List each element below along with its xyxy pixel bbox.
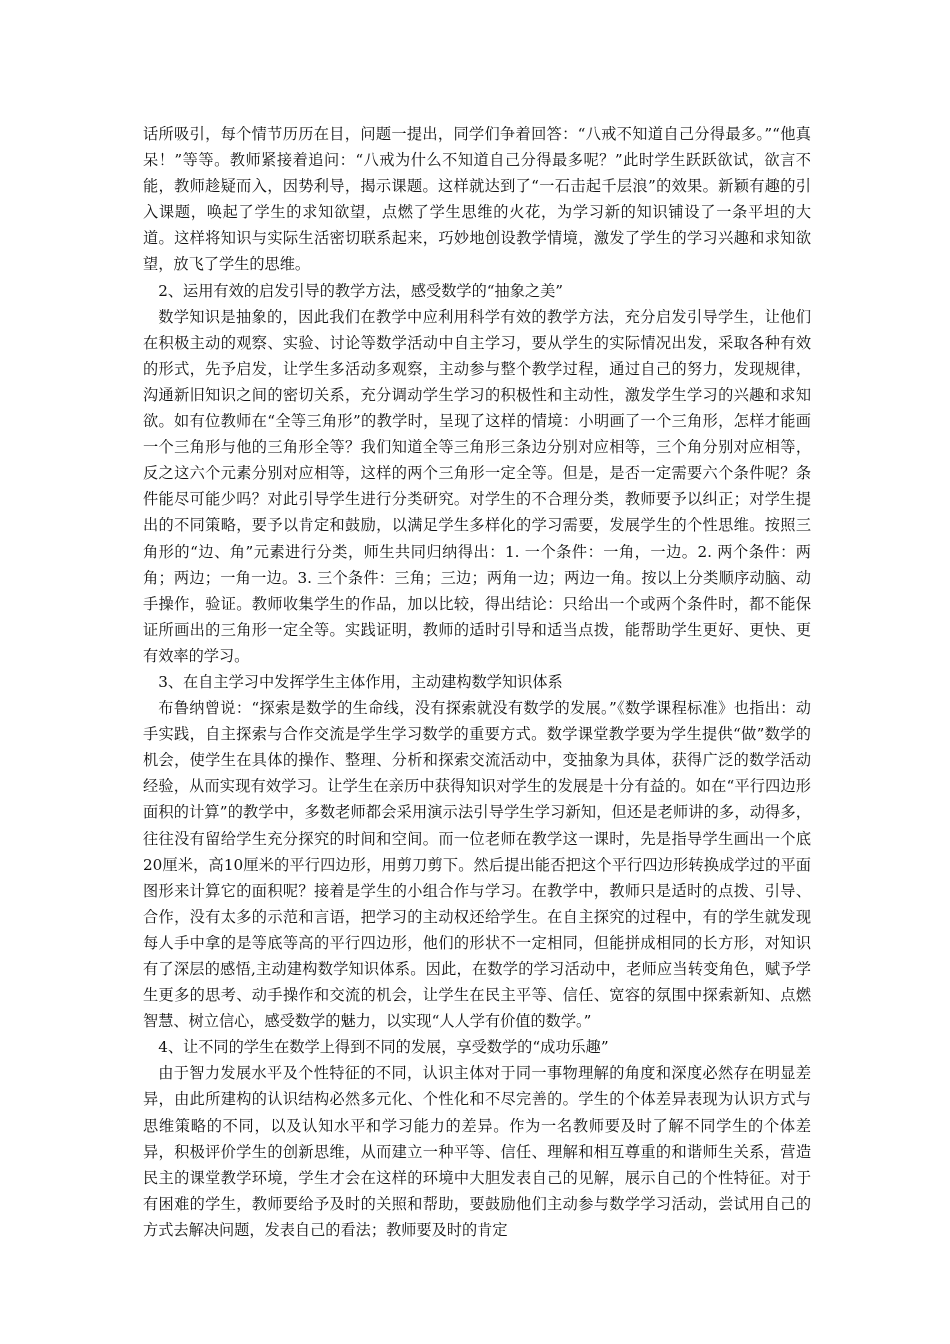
document-page (143, 121, 811, 1243)
section-heading-4: 4、让不同的学生在数学上得到不同的发展，享受数学的“成功乐趣” (158, 1038, 609, 1057)
paragraph-section-4: 由于智力发展水平及个性特征的不同，认识主体对于同一事物理解的角度和深度必然存在明显差异，由此所建构的认识结构必然多元化、个性化和不尽完善的。学生的个体差异表现为认识方式与思维策略的不同，以及认知水平和学习能力的差异。作为一名教师要及时了解不同学生的个体差异，积极评价学生的创新思维，从而建立一种平等、信任、理解和相互尊重的和谐师生关系，营造民主的课堂教学环境，学生才会在这样的环境中大胆发表自己的见解，展示自己的个性特征。对于有困难的学生，教师要给予及时的关照和帮助，要鼓励他们主动参与数学学习活动，尝试用自己的方式去解决问题，发表自己的看法；教师要及时的肯定 (143, 1064, 811, 1239)
paragraph-continuation: 话所吸引，每个情节历历在目，问题一提出，同学们争着回答：“八戒不知道自己分得最多。”“他真呆！”等等。教师紧接着追问：“八戒为什么不知道自己分得最多呢？”此时学生跃跃欲试，欲言不能，教师趁疑而入，因势利导，揭示课题。这样就达到了“一石击起千层浪”的效果。新颖有趣的引入课题，唤起了学生的求知欲望，点燃了学生思维的火花，为学习新的知识铺设了一条平坦的大道。这样将知识与实际生活密切联系起来，巧妙地创设教学情境，激发了学生的学习兴趣和求知欲望，放飞了学生的思维。 (143, 125, 811, 274)
section-heading-3: 3、在自主学习中发挥学生主体作用，主动建构数学知识体系 (158, 672, 563, 691)
section-heading-2: 2、运用有效的启发引导的教学方法，感受数学的“抽象之美” (158, 281, 564, 300)
paragraph-section-3: 布鲁纳曾说：“探索是数学的生命线，没有探索就没有数学的发展。”《数学课程标准》也指出：动手实践，自主探索与合作交流是学生学习数学的重要方式。数学课堂教学要为学生提供“做”数学的机会，使学生在具体的操作、整理、分析和探索交流活动中，变抽象为具体，获得广泛的数学活动经验，从而实现有效学习。让学生在亲历中获得知识对学生的发展是十分有益的。如在“平行四边形面积的计算”的教学中，多数老师都会采用演示法引导学生学习新知，但还是老师讲的多，动得多，往往没有留给学生充分探究的时间和空间。而一位老师在教学这一课时，先是指导学生画出一个底20厘米，高10厘米的平行四边形，用剪刀剪下。然后提出能否把这个平行四边形转换成学过的平面图形来计算它的面积呢？接着是学生的小组合作与学习。在教学中，教师只是适时的点拨、引导、合作，没有太多的示范和言语，把学习的主动权还给学生。在自主探究的过程中，有的学生就发现每人手中拿的是等底等高的平行四边形，他们的形状不一定相同，但能拼成相同的长方形，对知识有了深层的感悟,主动建构数学知识体系。因此，在数学的学习活动中，老师应当转变角色，赋予学生更多的思考、动手操作和交流的机会，让学生在民主平等、信任、宽容的氛围中探索新知、点燃智慧、树立信心，感受数学的魅力，以实现“人人学有价值的数学。” (143, 699, 811, 1031)
paragraph-section-2: 数学知识是抽象的，因此我们在教学中应利用科学有效的教学方法，充分启发引导学生，让他们在积极主动的观察、实验、讨论等数学活动中自主学习，要从学生的实际情况出发，采取各种有效的形式，先予启发，让学生多活动多观察，主动参与整个教学过程，通过自己的努力，发现规律，沟通新旧知识之间的密切关系，充分调动学生学习的积极性和主动性，激发学生学习的兴趣和求知欲。如有位教师在“全等三角形”的教学时，呈现了这样的情境：小明画了一个三角形，怎样才能画一个三角形与他的三角形全等？我们知道全等三角形三条边分别对应相等，三个角分别对应相等，反之这六个元素分别对应相等，这样的两个三角形一定全等。但是，是否一定需要六个条件呢？条件能尽可能少吗？对此引导学生进行分类研究。对学生的不合理分类，教师要予以纠正；对学生提出的不同策略，要予以肯定和鼓励，以满足学生多样化的学习需要，发展学生的个性思维。按照三角形的“边、角”元素进行分类，师生共同归纳得出：1. 一个条件：一角，一边。2. 两个条件：两角；两边；一角一边。3. 三个条件：三角；三边；两角一边；两边一角。按以上分类顺序动脑、动手操作，验证。教师收集学生的作品，加以比较，得出结论：只给出一个或两个条件时，都不能保证所画出的三角形一定全等。实践证明，教师的适时引导和适当点拨，能帮助学生更好、更快、更有效率的学习。 (143, 307, 811, 665)
